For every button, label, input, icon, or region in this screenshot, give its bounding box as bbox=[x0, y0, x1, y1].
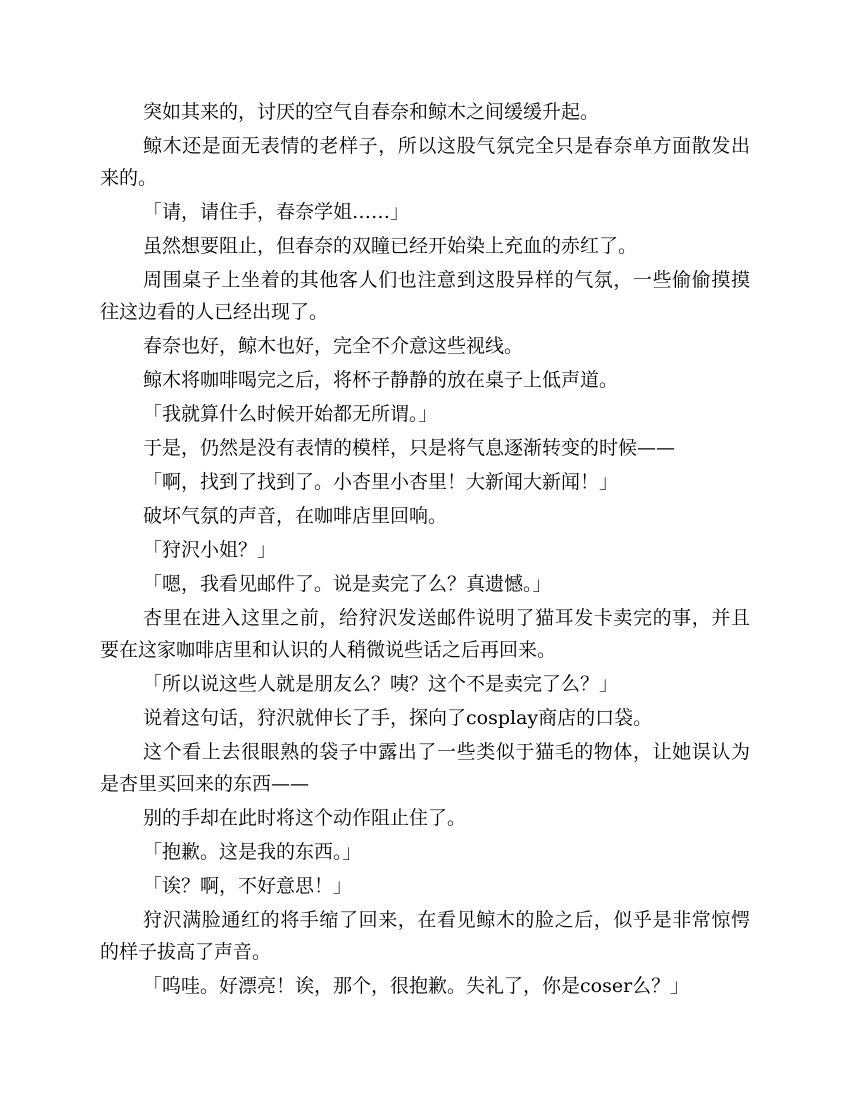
paragraph: 狩沢满脸通红的将手缩了回来，在看见鲸木的脸之后，似乎是非常惊愕的样子拔高了声音。 bbox=[100, 909, 750, 963]
paragraph: 「狩沢小姐？」 bbox=[143, 539, 277, 561]
paragraph: 「请，请住手，春奈学姐……」 bbox=[143, 201, 410, 223]
paragraph: 「诶？啊，不好意思！」 bbox=[143, 875, 353, 897]
paragraph: 说着这句话，狩沢就伸长了手，探向了cosplay商店的口袋。 bbox=[143, 707, 653, 729]
paragraph: 杏里在进入这里之前，给狩沢发送邮件说明了猫耳发卡卖完的事，并且要在这家咖啡店里和认识的人稍微说些话之后再回来。 bbox=[100, 607, 750, 661]
paragraph: 虽然想要阻止，但春奈的双瞳已经开始染上充血的赤红了。 bbox=[143, 235, 638, 257]
paragraph: 突如其来的，讨厌的空气自春奈和鲸木之间缓缓升起。 bbox=[143, 101, 600, 123]
document-body bbox=[100, 96, 750, 1004]
paragraph: 「啊，找到了找到了。小杏里小杏里！大新闻大新闻！」 bbox=[143, 471, 619, 493]
paragraph: 「抱歉。这是我的东西。」 bbox=[143, 841, 362, 863]
paragraph: 破坏气氛的声音，在咖啡店里回响。 bbox=[143, 505, 448, 527]
paragraph: 别的手却在此时将这个动作阻止住了。 bbox=[143, 807, 467, 829]
paragraph: 鲸木将咖啡喝完之后，将杯子静静的放在桌子上低声道。 bbox=[143, 369, 619, 391]
paragraph: 鲸木还是面无表情的老样子，所以这股气氛完全只是春奈单方面散发出来的。 bbox=[100, 135, 750, 189]
paragraph: 「我就算什么时候开始都无所谓。」 bbox=[143, 403, 438, 425]
paragraph: 周围桌子上坐着的其他客人们也注意到这股异样的气氛，一些偷偷摸摸往这边看的人已经出现了。 bbox=[100, 269, 750, 323]
paragraph: 「所以说这些人就是朋友么？咦？这个不是卖完了么？」 bbox=[143, 673, 619, 695]
paragraph: 这个看上去很眼熟的袋子中露出了一些类似于猫毛的物体，让她误认为是杏里买回来的东西—— bbox=[100, 741, 750, 795]
paragraph: 于是，仍然是没有表情的模样，只是将气息逐渐转变的时候—— bbox=[143, 437, 676, 459]
paragraph: 「嗯，我看见邮件了。说是卖完了么？真遗憾。」 bbox=[143, 573, 552, 595]
paragraph: 春奈也好，鲸木也好，完全不介意这些视线。 bbox=[143, 335, 524, 357]
paragraph: 「呜哇。好漂亮！诶，那个，很抱歉。失礼了，你是coser么？」 bbox=[143, 975, 690, 997]
